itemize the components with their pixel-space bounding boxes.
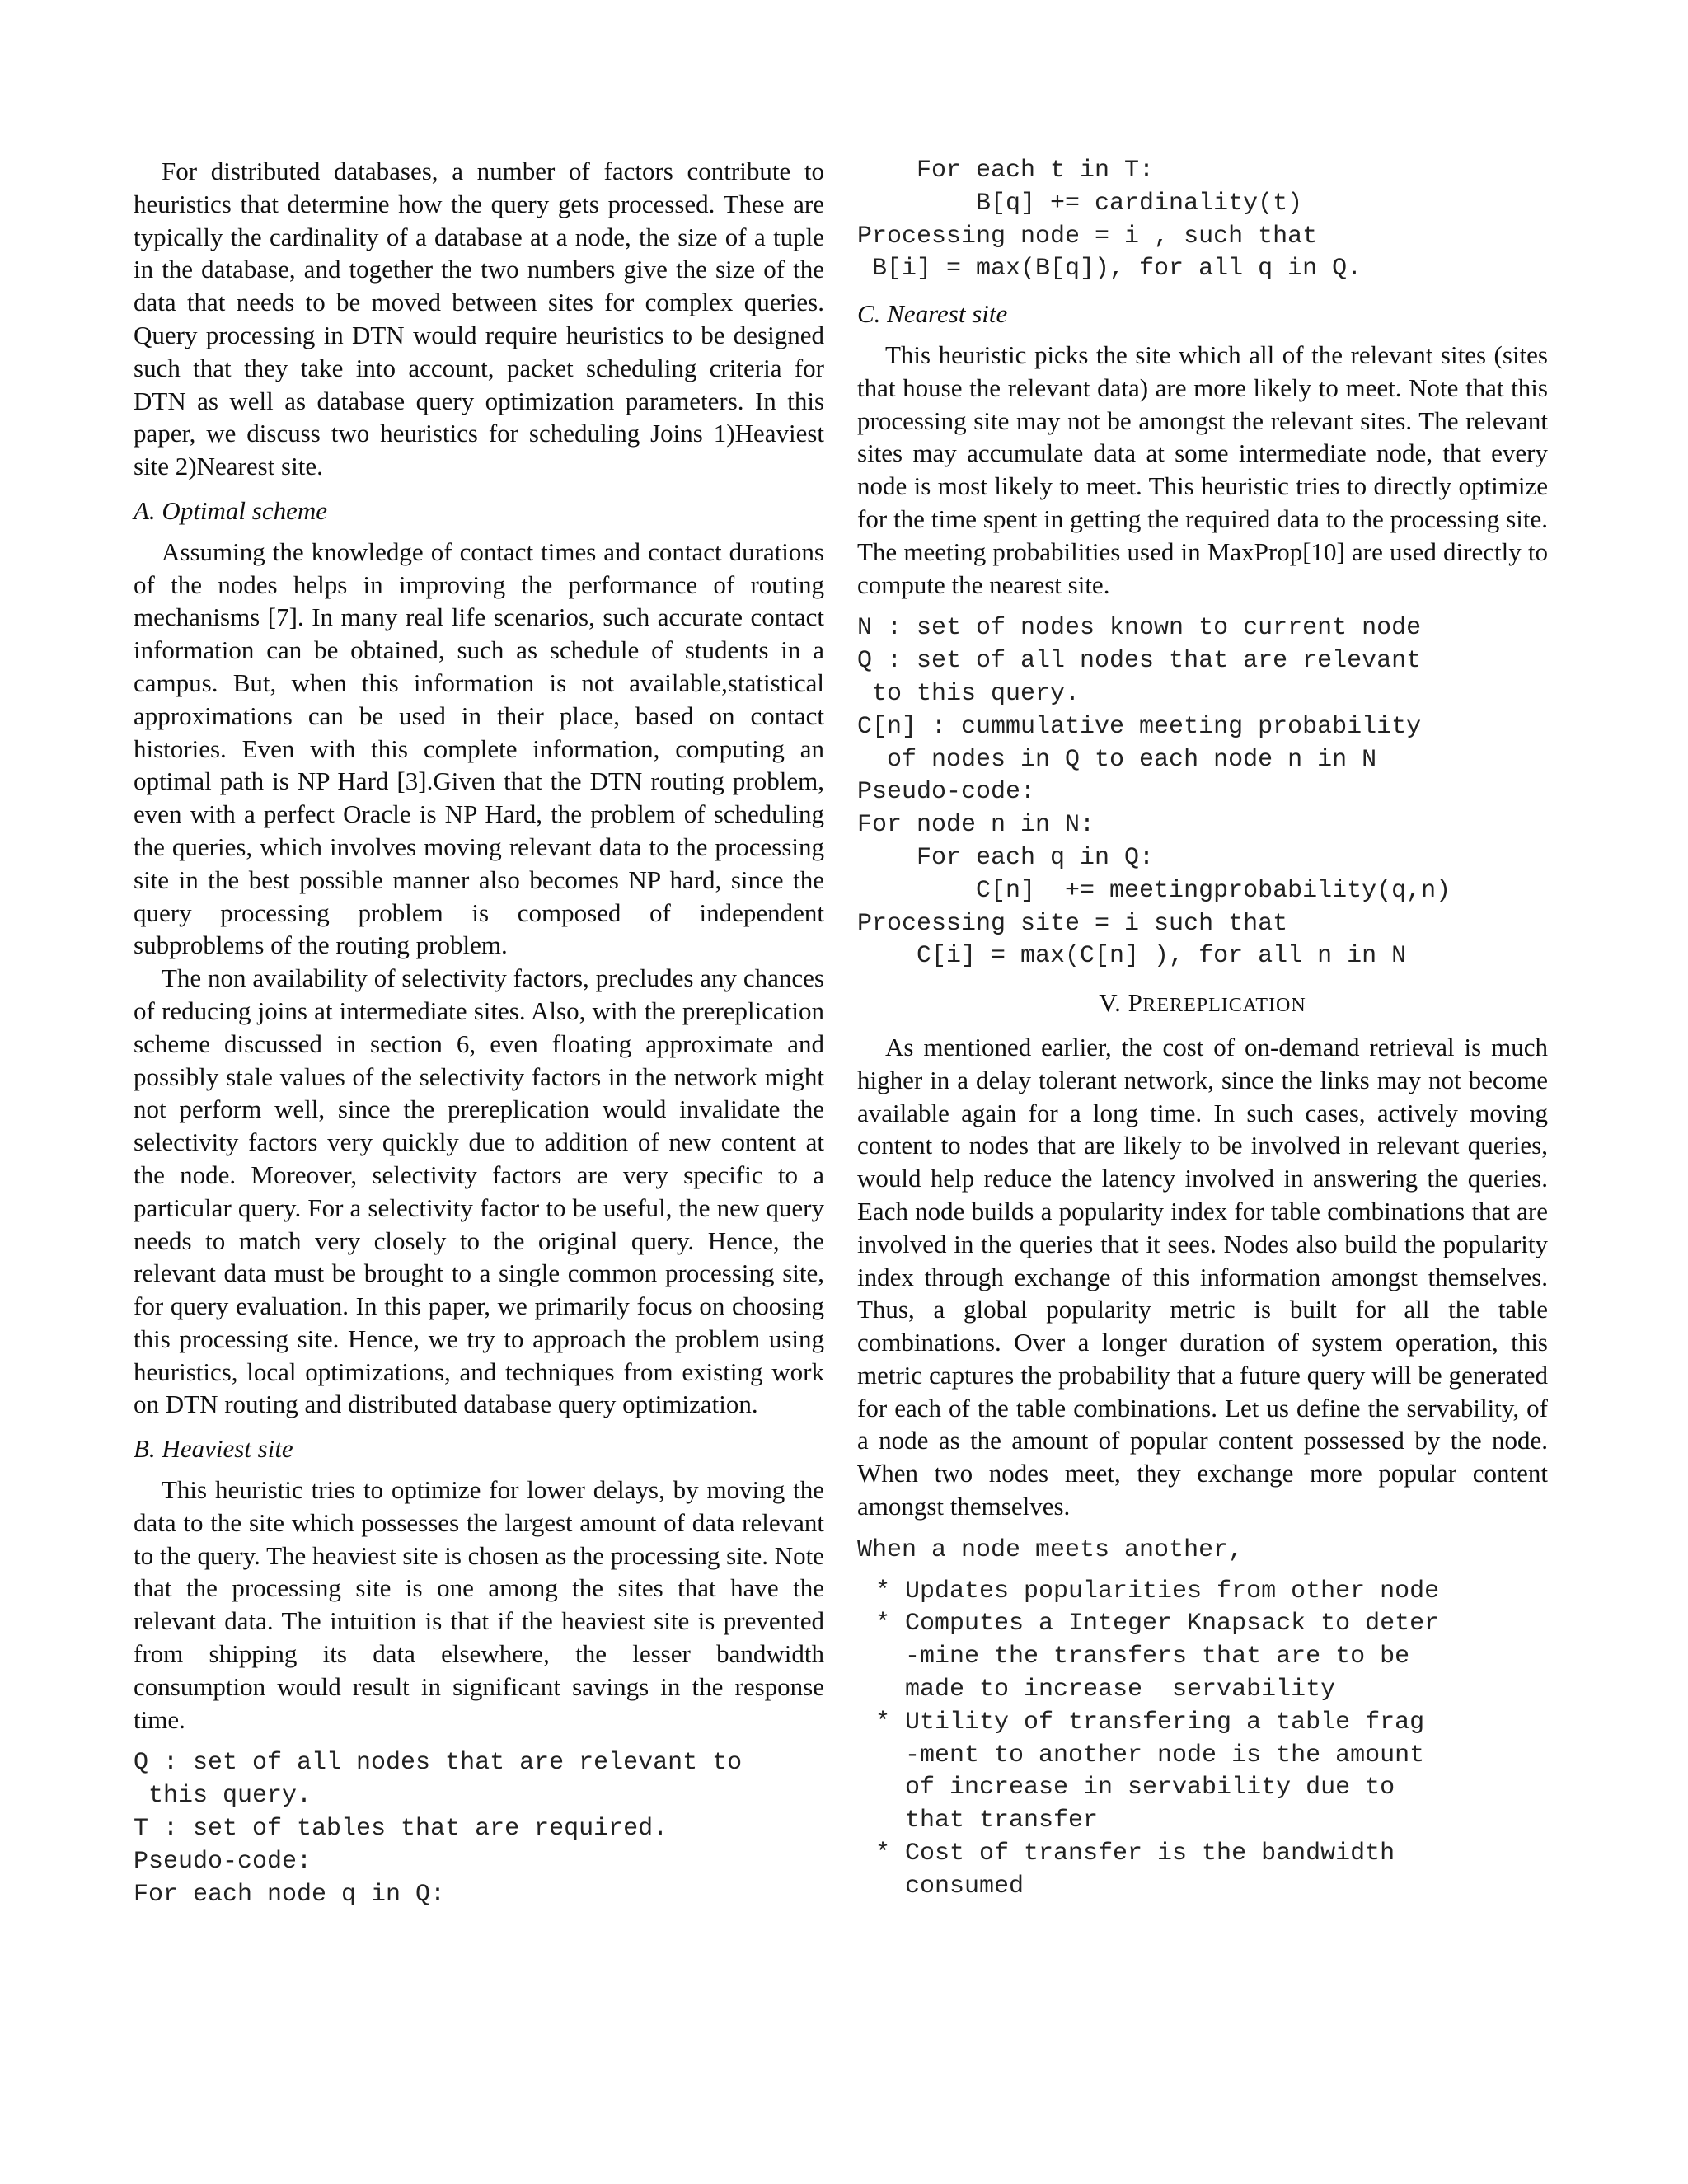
heaviest-pseudocode-continued: For each t in T: B[q] += cardinality(t) Processing node = i , such that B[i] = max(B[q]), for all q in Q. <box>857 157 1362 284</box>
meet-procedure-heading: When a node meets another, <box>857 1535 1244 1564</box>
section-heading-prereplication <box>857 987 1548 1023</box>
optimal-paragraph-2: The non availability of selectivity factors, precludes any chances of reducing joins at intermediate sites. Also, with the prereplication scheme discussed in section 6, even floating approximate and possibly stale values of the selectivity factors in the network might not perform well, since the prereplication would invalidate the selectivity factors very quickly due to addition of new content at the node. Moreover, selectivity factors are very specific to a particular query. For a selectivity factor to be useful, the new query needs to match very closely to the original query. Hence, the relevant data must be brought to a single common processing site, for query evaluation. In this paper, we primarily focus on choosing this processing site. Hence, we try to approach the problem using heuristics, local optimizations, and techniques from existing work on DTN routing and distributed database query optimization. <box>134 963 824 1419</box>
right-column <box>857 155 1548 1904</box>
list-item <box>857 1608 1548 1706</box>
section-title-smallcaps: REREPLICATION <box>1142 995 1306 1017</box>
bullet-star-icon: * <box>875 1577 891 1605</box>
list-item-text: Cost of transfer is the bandwidth consumed <box>905 1840 1395 1900</box>
intro-paragraph: For distributed databases, a number of factors contribute to heuristics that determine how the query gets processed. These are typically the cardinality of a database at a node, the size of a tuple in the database, and together the two numbers give the size of the data that needs to be moved between sites for complex queries. Query processing in DTN would require heuristics to be designed such that they take into account, packet scheduling criteria for DTN as well as database query optimization parameters. In this paper, we discuss two heuristics for scheduling Joins 1)Heaviest site 2)Nearest site. <box>134 157 824 481</box>
heaviest-pseudocode: Q : set of all nodes that are relevant to this query. T : set of tables that are required. Pseudo-code: For each node q in Q: <box>134 1749 743 1909</box>
list-item-text: Utility of transfering a table frag -ment to another node is the amount of increase in servability due to that transfer <box>905 1708 1425 1835</box>
list-item-text: Computes a Integer Knapsack to deter -mine the transfers that are to be made to increase servability <box>905 1610 1440 1704</box>
list-item <box>857 1838 1548 1904</box>
nearest-paragraph: This heuristic picks the site which all of the relevant sites (sites that house the relevant data) are more likely to meet. Note that this processing site may not be amongst the relevant sites. The relevant sites may accumulate data at some intermediate node, that every node is most likely to meet. This heuristic tries to directly optimize for the time spent in getting the required data to the processing site. The meeting probabilities used in MaxProp[10] are used directly to compute the nearest site. <box>857 340 1548 599</box>
heaviest-paragraph: This heuristic tries to optimize for lower delays, by moving the data to the site which possesses the largest amount of data relevant to the query. The heaviest site is chosen as the processing site. Note that the processing site is one among the sites that have the relevant data. The intuition is that if the heaviest site is prevented from shipping its data elsewhere, the lesser bandwidth consumption would result in significant savings in the response time. <box>134 1475 824 1734</box>
meet-procedure-list <box>857 1576 1548 1904</box>
bullet-star-icon: * <box>875 1610 891 1638</box>
optimal-paragraph-1: Assuming the knowledge of contact times and contact durations of the nodes helps in improving the performance of routing mechanisms [7]. In many real life scenarios, such accurate contact information can be obtained, such as schedule of students in a campus. But, when this information is not available,statistical approximations can be used in their place, based on contact histories. Even with this complete information, computing an optimal path is NP Hard [3].Given that the DTN routing problem, even with a perfect Oracle is NP Hard, the problem of scheduling the queries, which involves moving relevant data to the processing site in the best possible manner also becomes NP hard, since the query processing problem is composed of independent subproblems of the routing problem. <box>134 537 824 960</box>
list-item <box>857 1576 1548 1609</box>
list-item <box>857 1707 1548 1838</box>
section-number: V. P <box>1099 988 1143 1018</box>
bullet-star-icon: * <box>875 1708 891 1736</box>
list-item-text: Updates popularities from other node <box>905 1577 1440 1605</box>
heading-nearest-site: C. Nearest site <box>857 299 1008 329</box>
bullet-star-icon: * <box>875 1840 891 1868</box>
prereplication-paragraph: As mentioned earlier, the cost of on-demand retrieval is much higher in a delay tolerant network, since the links may not become available again for a long time. In such cases, actively moving content to nodes that are likely to be involved in relevant queries, would help reduce the latency involved in answering the queries. Each node builds a popularity index for table combinations that are involved in the queries that it sees. Nodes also build the popularity index through exchange of this information amongst themselves. Thus, a global popularity metric is built for all the table combinations. Over a longer duration of system operation, this metric captures the probability that a future query will be generated for each of the table combinations. Let us define the servability, of a node as the amount of popular content possessed by the node. When two nodes meet, they exchange more popular content amongst themselves. <box>857 1032 1548 1521</box>
nearest-pseudocode: N : set of nodes known to current node Q : set of all nodes that are relevant to this query. C[n] : cummulative meeting probability of nodes in Q to each node n in N Pseudo-code: For node n in N: For each q in Q: C[n] += meetingprobability(q,n) Processing site = i such that C[i] = max(C[n] ), for all n in N <box>857 614 1451 971</box>
left-column <box>134 155 824 1919</box>
heading-heaviest-site: B. Heaviest site <box>134 1434 293 1464</box>
heading-optimal-scheme: A. Optimal scheme <box>134 495 328 525</box>
